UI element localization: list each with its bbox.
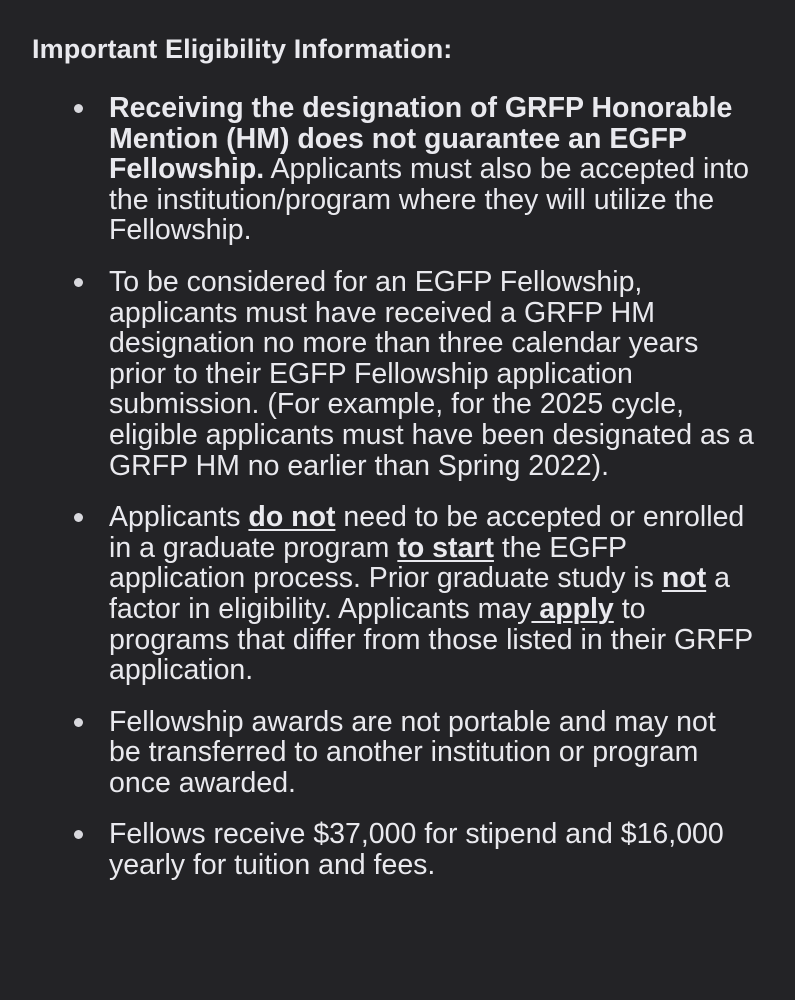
item-text: need to be accepted or enrolled in a graduate program — [109, 501, 745, 564]
bullet-icon — [74, 104, 83, 113]
item-text: Applicants — [109, 501, 249, 534]
emphasis-do-not: do not — [248, 501, 336, 534]
bullet-icon — [74, 718, 83, 727]
list-item — [32, 267, 763, 481]
item-text: Applicants must also be accepted into the institution/program where they will utilize the Fellowship. — [109, 153, 749, 247]
list-item — [32, 707, 763, 799]
emphasis-apply: apply — [531, 592, 614, 625]
emphasis-to-start: to start — [397, 531, 494, 564]
item-text: Fellows receive $37,000 for stipend and $16,000 yearly for tuition and fees. — [109, 818, 724, 882]
bullet-icon — [74, 278, 83, 287]
item-text-bold: Receiving the designation of GRFP Honorable Mention (HM) does not guarantee an EGFP Fellowship. — [109, 92, 733, 186]
item-text: To be considered for an EGFP Fellowship, applicants must have received a GRFP HM designation no more than three calendar years prior to their EGFP Fellowship application submission. (For example, for the 2025 cycle, eligible applicants must have been designated as a GRFP HM no earlier than Spring 2022). — [109, 265, 754, 482]
eligibility-list — [32, 93, 763, 881]
section-heading: Important Eligibility Information: — [32, 34, 453, 64]
list-item — [32, 502, 763, 686]
item-text: the EGFP application process. Prior graduate study is — [109, 531, 662, 595]
bullet-icon — [74, 830, 83, 839]
item-text: Fellowship awards are not portable and may not be transferred to another institution or program once awarded. — [109, 705, 716, 799]
list-item — [32, 93, 763, 246]
emphasis-not: not — [661, 562, 707, 595]
item-text: to programs that differ from those listed in their GRFP application. — [109, 592, 753, 687]
list-item — [32, 819, 763, 880]
item-text: a factor in eligibility. Applicants may — [109, 562, 730, 625]
bullet-icon — [74, 513, 83, 522]
